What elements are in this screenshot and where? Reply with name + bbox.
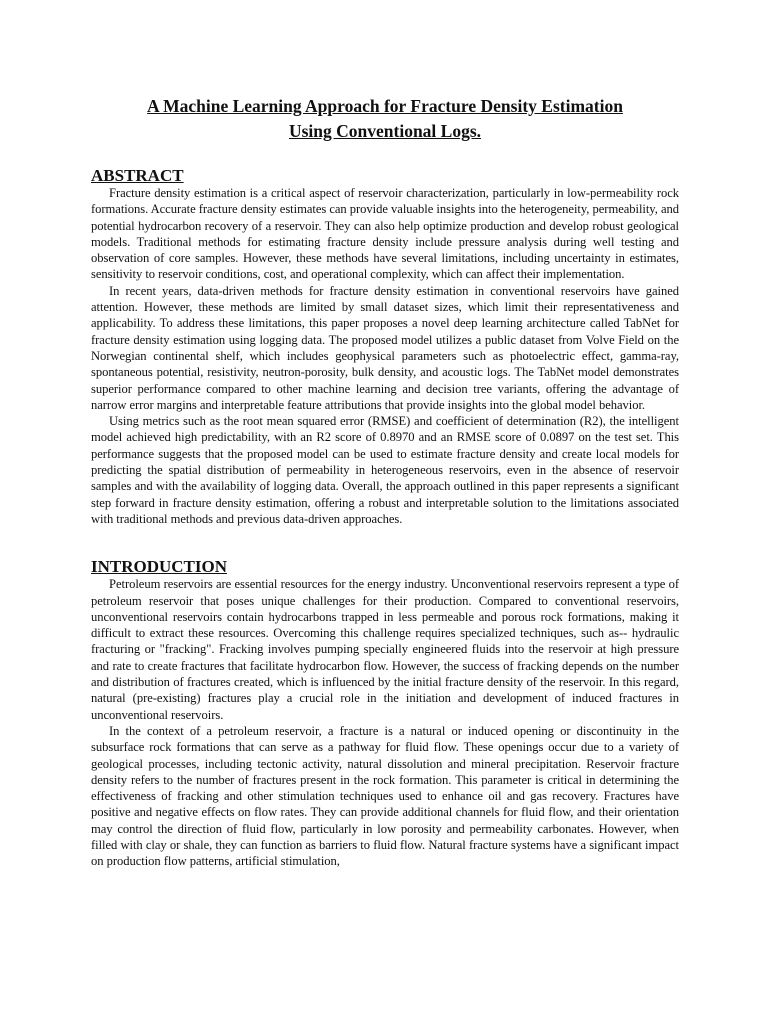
section-spacer [91,527,679,557]
introduction-heading: INTRODUCTION [91,557,228,577]
introduction-paragraph-1: Petroleum reservoirs are essential resources for the energy industry. Unconventional reservoirs represent a type of petroleum reservoir that poses unique challenges for their production. Compared to conventional reservoirs, unconventional reservoirs contain hydrocarbons trapped in less permeable and porous rock formations, making it difficult to extract these resources. Overcoming this challenge requires specialized techniques, such as-- hydraulic fracturing or "fracking". Fracking involves pumping specially engineered fluids into the reservoir at high pressure and rate to create fractures that facilitate hydrocarbon flow. However, the success of fracking depends on the number and distribution of fractures created, which is influenced by the initial fracture density of the reservoir. In this regard, natural (pre-existing) fractures play a crucial role in the initiation and development of induced fractures in unconventional reservoirs. [91,577,679,722]
abstract-section [91,166,679,527]
abstract-paragraph-2: In recent years, data-driven methods for fracture density estimation in conventional reservoirs have gained attention. However, these methods are limited by small dataset sizes, which limit their representativeness and applicability. To address these limitations, this paper proposes a novel deep learning architecture called TabNet for fracture density estimation using logging data. The proposed model utilizes a public dataset from Volve Field on the Norwegian continental shelf, which includes geophysical parameters such as photoelectric effect, gamma-ray, spontaneous potential, resistivity, neutron-porosity, bulk density, and acoustic logs. The TabNet model demonstrates superior performance compared to other machine learning and decision tree variants, offering the advantage of narrow error margins and interpretable feature attributions that provide insights into the global model behavior. [91,283,679,412]
abstract-heading: ABSTRACT [91,166,184,185]
abstract-paragraph-3: Using metrics such as the root mean squared error (RMSE) and coefficient of determination (R2), the intelligent model achieved high predictability, with an R2 score of 0.8970 and an RMSE score of 0.0897 on the test set. This performance suggests that the proposed model can be used to estimate fracture density and create local models for predicting the spatial distribution of permeability in heterogeneous reservoirs, even in the absence of reservoir samples and with the availability of logging data. Overall, the approach outlined in this paper represents a significant step forward in fracture density estimation, offering a robust and interpretable solution to the limitations associated with traditional methods and previous data-driven approaches. [91,414,679,526]
paper-title-line-2: Using Conventional Logs. [288,121,482,141]
introduction-paragraph-2: In the context of a petroleum reservoir, a fracture is a natural or induced opening or discontinuity in the subsurface rock formations that can serve as a pathway for fluid flow. These openings occur due to a variety of geological processes, including tectonic activity, natural dissolution and mineral precipitation. Reservoir fracture density refers to the number of fractures present in the rock formation. This parameter is critical in determining the effectiveness of fracking and other stimulation techniques used to enhance oil and gas recovery. Fractures have positive and negative effects on flow rates. They can provide additional channels for fluid flow, and their orientation may control the direction of fluid flow, particularly in low porosity and permeability carbonates. However, when filled with clay or shale, they can function as barriers to fluid flow. Natural fracture systems have a significant impact on production flow patterns, artificial stimulation, [91,723,679,869]
abstract-paragraph-1: Fracture density estimation is a critical aspect of reservoir characterization, particularly in low-permeability rock formations. Accurate fracture density estimates can provide valuable insights into the heterogeneity, permeability, and potential hydrocarbon recovery of a reservoir. They can also help optimize production and develop robust geological models. Traditional methods for estimating fracture density include pressure analysis during well testing and observation of core samples. However, these methods have several limitations, including uncertainty in estimates, sensitivity to reservoir conditions, cost, and operational complexity, which can affect their implementation. [91,186,679,282]
introduction-section [91,557,679,869]
paper-title-line-1: A Machine Learning Approach for Fracture Density Estimation [147,96,623,116]
paper-title [91,94,679,144]
